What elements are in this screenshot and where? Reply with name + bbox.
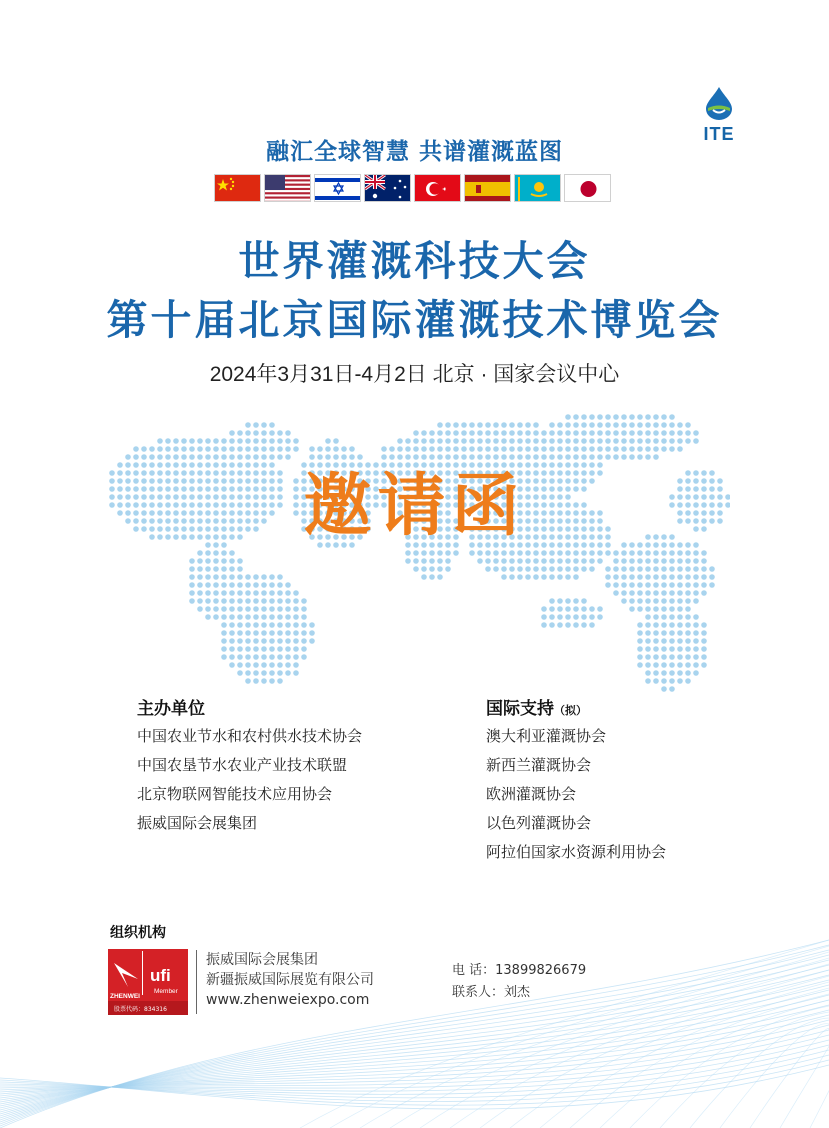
international-heading-text: 国际支持: [486, 699, 554, 719]
australia-flag-icon: [364, 174, 411, 202]
international-list: [486, 722, 666, 867]
usa-flag-icon: [264, 174, 311, 202]
host-item: 中国农垦节水农业产业技术联盟: [137, 756, 348, 774]
organizer-heading: 组织机构: [110, 925, 166, 941]
international-heading: [486, 694, 587, 719]
invitation-title: 邀请函: [303, 466, 526, 546]
title-line-1: 世界灌溉科技大会: [238, 237, 591, 285]
turkey-flag-icon: [414, 174, 461, 202]
organizer-website[interactable]: www.zhenweiexpo.com: [206, 992, 370, 1008]
hosts-list: [137, 722, 362, 838]
kazakhstan-flag-icon: [514, 174, 561, 202]
international-note: （拟）: [554, 704, 587, 717]
water-drop-icon: [703, 86, 735, 120]
japan-flag-icon: [564, 174, 611, 202]
ufi-mark: ufi: [150, 966, 171, 985]
zhenwei-logo: [108, 949, 188, 1015]
contact-block: [452, 960, 586, 1004]
stock-code: 股票代码：834316: [114, 1006, 167, 1013]
israel-flag-icon: [314, 174, 361, 202]
organizer-divider: [196, 950, 197, 1014]
host-item: 振威国际会展集团: [137, 814, 258, 832]
contact-phone: 电 话：13899826679: [452, 963, 587, 978]
international-item: 欧洲灌溉协会: [486, 785, 577, 803]
world-map-dots: [100, 405, 730, 695]
ite-logo-text: ITE: [703, 124, 735, 144]
eagle-icon: [114, 963, 138, 987]
contact-person: 联系人：刘杰: [452, 985, 531, 1000]
international-item: 阿拉伯国家水资源利用协会: [486, 843, 667, 861]
international-item: 以色列灌溉协会: [486, 814, 592, 832]
flag-row: [214, 174, 611, 203]
date-venue: 2024年3月31日-4月2日 北京 · 国家会议中心: [209, 363, 620, 386]
ufi-member: Member: [154, 988, 178, 995]
spain-flag-icon: [464, 174, 511, 202]
title-line-2: 第十届北京国际灌溉技术博览会: [106, 296, 723, 344]
organizer-line: 新疆振威国际展览有限公司: [206, 972, 374, 988]
zhenwei-brand: ZHENWEI: [110, 993, 140, 1000]
hosts-heading: 主办单位: [137, 699, 205, 719]
china-flag-icon: [214, 174, 261, 202]
slogan: 融汇全球智慧 共谱灌溉蓝图: [265, 139, 563, 165]
organizer-line: 振威国际会展集团: [206, 952, 318, 968]
organizer-lines: [206, 950, 374, 1010]
international-item: 新西兰灌溉协会: [486, 756, 592, 774]
host-item: 北京物联网智能技术应用协会: [137, 785, 333, 803]
host-item: 中国农业节水和农村供水技术协会: [137, 727, 363, 745]
international-item: 澳大利亚灌溉协会: [486, 727, 607, 745]
